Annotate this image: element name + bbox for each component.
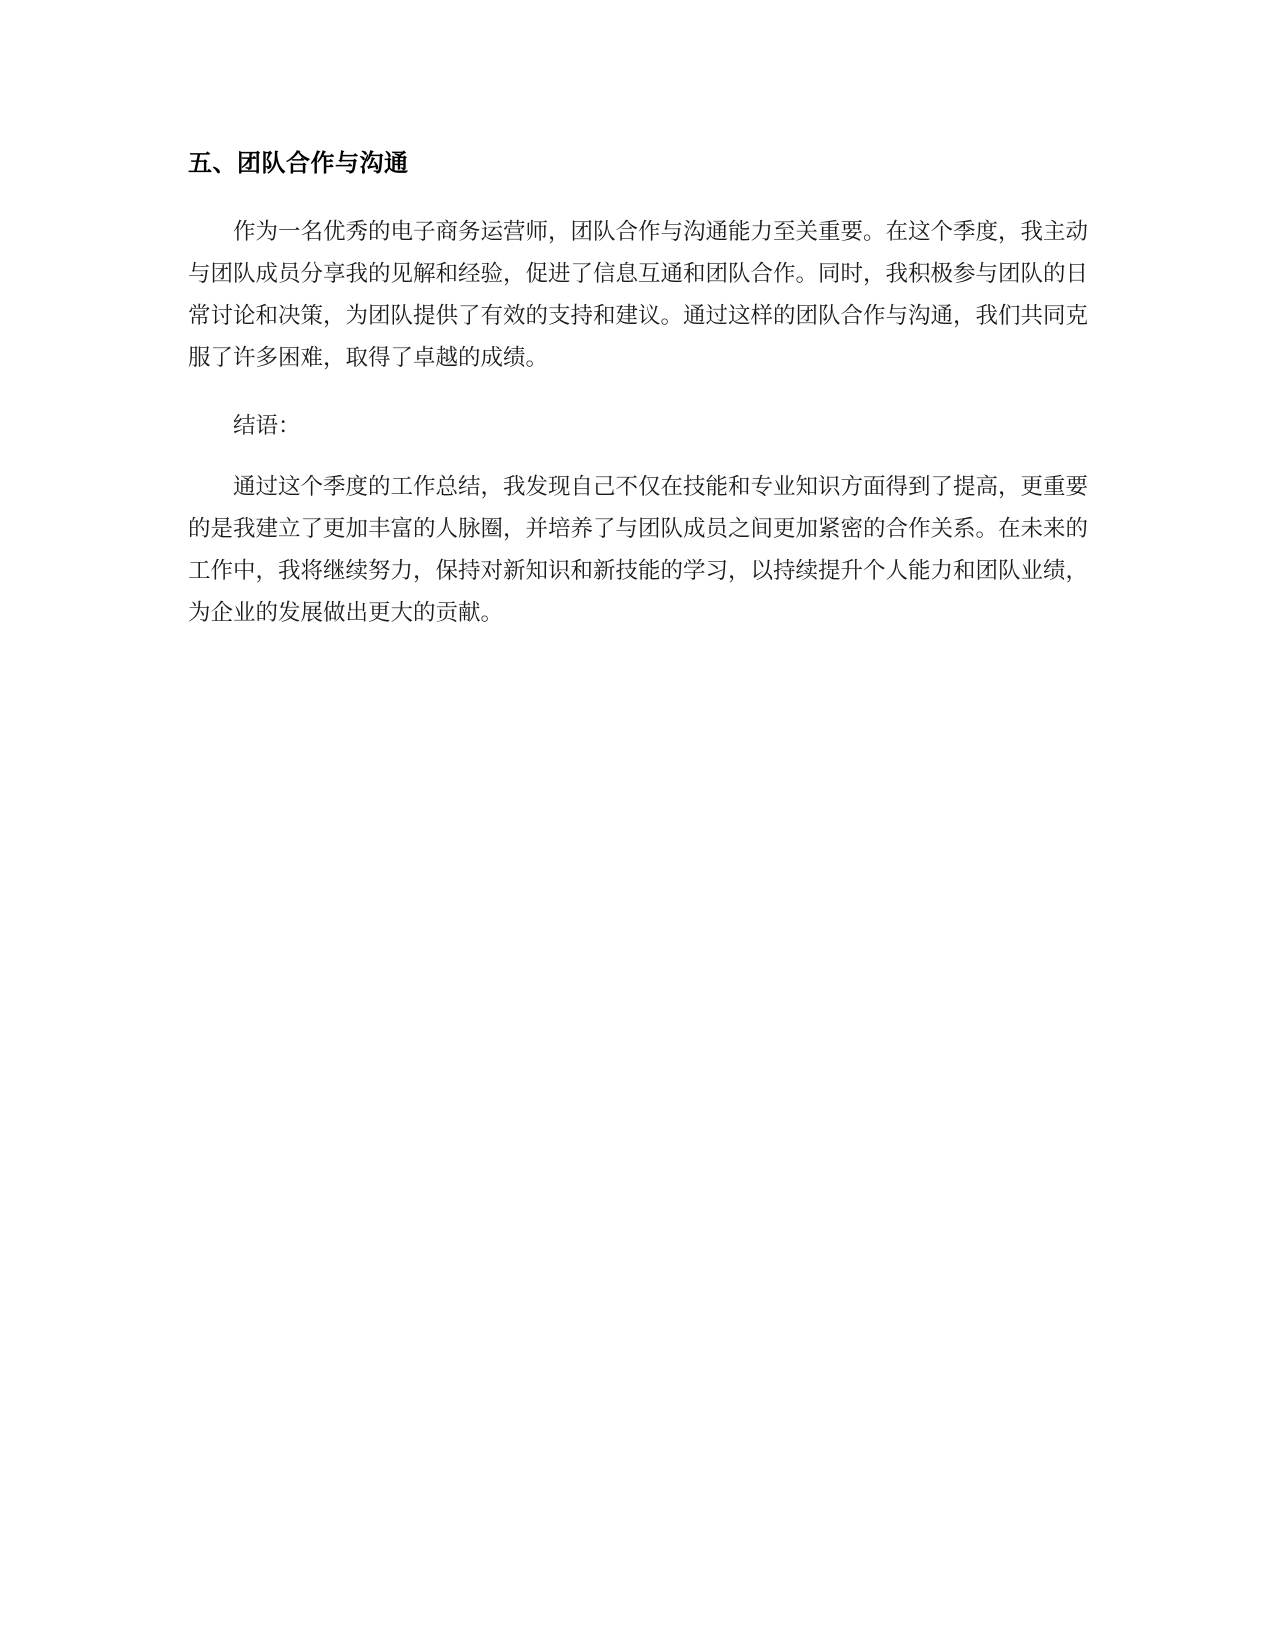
section-heading: 五、团队合作与沟通 xyxy=(188,149,409,177)
paragraph-conclusion-label: 结语： xyxy=(233,413,301,439)
paragraph-teamwork: 作为一名优秀的电子商务运营师，团队合作与沟通能力至关重要。在这个季度，我主动与团队成员分享我的见解和经验，促进了信息互通和团队合作。同时，我积极参与团队的日常讨论和决策，为团队提供了有效的支持和建议。通过这样的团队合作与沟通，我们共同克服了许多困难，取得了卓越的成绩。 xyxy=(188,219,1089,371)
paragraph-conclusion: 通过这个季度的工作总结，我发现自己不仅在技能和专业知识方面得到了提高，更重要的是我建立了更加丰富的人脉圈，并培养了与团队成员之间更加紧密的合作关系。在未来的工作中，我将继续努力，保持对新知识和新技能的学习，以持续提升个人能力和团队业绩，为企业的发展做出更大的贡献。 xyxy=(188,474,1089,626)
